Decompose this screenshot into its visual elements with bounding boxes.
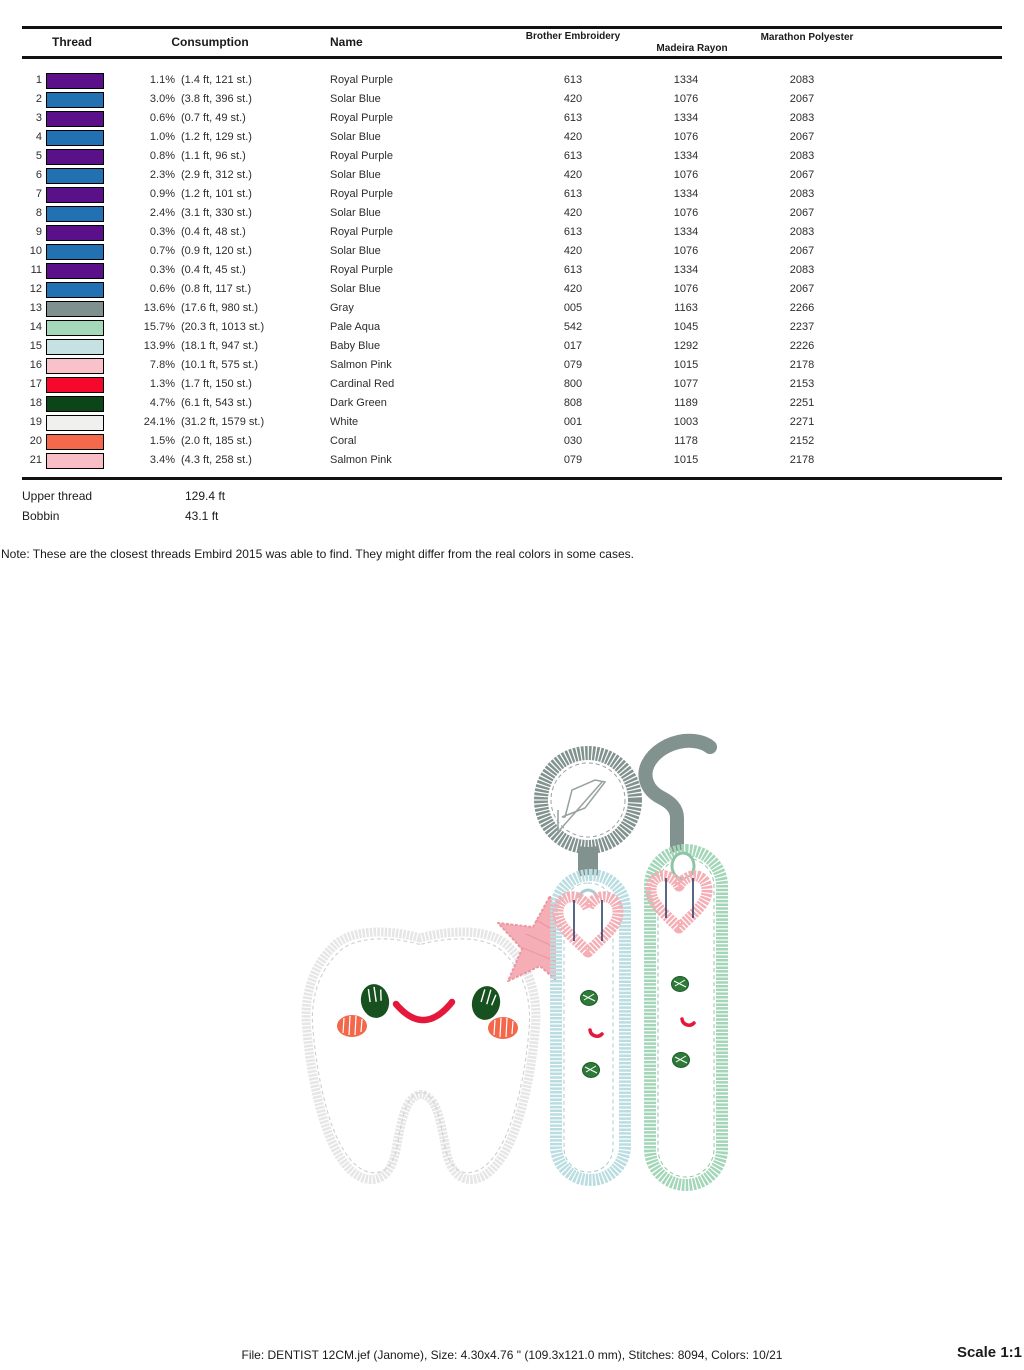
row-number: 3 (35, 112, 42, 124)
thread-name: Baby Blue (330, 340, 381, 352)
consumption-detail: (0.7 ft, 49 st.) (181, 112, 246, 124)
marathon-code: 2152 (789, 435, 815, 447)
thread-table-rows (0, 71, 1024, 470)
marathon-code: 2083 (789, 226, 815, 238)
marathon-code: 2251 (789, 397, 815, 409)
bobbin-label: Bobbin (22, 509, 60, 523)
table-row (0, 147, 1024, 166)
thread-name: Salmon Pink (330, 454, 392, 466)
brother-code: 079 (563, 359, 583, 371)
thread-name: Solar Blue (330, 93, 381, 105)
table-row (0, 451, 1024, 470)
madeira-code: 1292 (673, 340, 699, 352)
madeira-code: 1334 (673, 150, 699, 162)
consumption-detail: (0.9 ft, 120 st.) (181, 245, 252, 257)
table-row (0, 261, 1024, 280)
brother-code: 420 (563, 131, 583, 143)
right-cheek (488, 1017, 518, 1039)
madeira-code: 1189 (674, 397, 698, 409)
header-marathon: Marathon Polyester (760, 32, 854, 43)
consumption-detail: (1.7 ft, 150 st.) (181, 378, 252, 390)
consumption-percent: 7.8% (149, 359, 175, 371)
row-number: 1 (35, 74, 42, 86)
table-row (0, 109, 1024, 128)
madeira-code: 1334 (673, 112, 699, 124)
brother-code: 613 (563, 150, 583, 162)
madeira-code: 1076 (673, 283, 699, 295)
madeira-code: 1015 (673, 359, 699, 371)
consumption-percent: 3.0% (149, 93, 175, 105)
brother-code: 613 (563, 74, 583, 86)
header-consumption: Consumption (171, 35, 249, 49)
consumption-percent: 0.9% (149, 188, 175, 200)
thread-name: Solar Blue (330, 131, 381, 143)
marathon-code: 2067 (789, 207, 815, 219)
top-divider (22, 26, 1002, 29)
note-text: Note: These are the closest threads Embird 2015 was able to find. They might differ from the real colors in some cases. (1, 547, 634, 561)
consumption-percent: 0.7% (149, 245, 175, 257)
row-number: 20 (29, 435, 42, 447)
consumption-percent: 13.6% (143, 302, 175, 314)
consumption-percent: 2.3% (149, 169, 175, 181)
marathon-code: 2153 (789, 378, 815, 390)
consumption-percent: 1.5% (149, 435, 175, 447)
table-row (0, 394, 1024, 413)
header-brother: Brother Embroidery (525, 31, 621, 42)
row-number: 16 (29, 359, 42, 371)
marathon-code: 2083 (789, 150, 815, 162)
thread-name: Dark Green (330, 397, 387, 409)
consumption-percent: 0.6% (149, 283, 175, 295)
brother-code: 001 (563, 416, 583, 428)
table-row (0, 166, 1024, 185)
probe-hook (645, 741, 710, 853)
brother-code: 420 (563, 283, 583, 295)
madeira-code: 1334 (673, 226, 699, 238)
upper-thread-label: Upper thread (22, 489, 93, 503)
thread-name: Cardinal Red (330, 378, 395, 390)
brother-code: 613 (563, 264, 583, 276)
brother-code: 079 (563, 454, 583, 466)
thread-name: Solar Blue (330, 283, 381, 295)
marathon-code: 2067 (789, 169, 815, 181)
consumption-detail: (1.2 ft, 129 st.) (181, 131, 252, 143)
thread-name: Solar Blue (330, 245, 381, 257)
table-row (0, 185, 1024, 204)
header-madeira: Madeira Rayon (656, 43, 728, 54)
row-number: 18 (29, 397, 42, 409)
marathon-code: 2067 (789, 245, 815, 257)
embroidery-design-preview (290, 720, 730, 1200)
header-thread: Thread (51, 35, 92, 49)
thread-name: Royal Purple (330, 188, 393, 200)
row-number: 5 (35, 150, 42, 162)
marathon-code: 2226 (789, 340, 815, 352)
table-row (0, 242, 1024, 261)
brother-code: 030 (563, 435, 583, 447)
consumption-detail: (2.0 ft, 185 st.) (181, 435, 252, 447)
dental-mirror-tool (541, 753, 635, 1180)
madeira-code: 1076 (673, 131, 699, 143)
marathon-code: 2067 (789, 93, 815, 105)
madeira-code: 1003 (673, 416, 699, 428)
upper-thread-value: 129.4 ft (185, 489, 226, 503)
marathon-code: 2083 (789, 188, 815, 200)
brother-code: 005 (563, 302, 583, 314)
consumption-detail: (0.8 ft, 117 st.) (181, 283, 252, 295)
row-number: 7 (35, 188, 42, 200)
row-number: 15 (29, 340, 42, 352)
table-row (0, 223, 1024, 242)
consumption-percent: 0.6% (149, 112, 175, 124)
thread-name: Solar Blue (330, 169, 381, 181)
thread-name: Pale Aqua (330, 321, 381, 333)
table-row (0, 413, 1024, 432)
brother-code: 808 (563, 397, 583, 409)
consumption-percent: 2.4% (149, 207, 175, 219)
consumption-detail: (31.2 ft, 1579 st.) (181, 416, 265, 428)
consumption-percent: 3.4% (149, 454, 175, 466)
thread-name: Royal Purple (330, 150, 393, 162)
madeira-code: 1163 (674, 302, 698, 314)
table-row (0, 375, 1024, 394)
table-bottom-divider (22, 477, 1002, 480)
consumption-percent: 4.7% (149, 397, 175, 409)
thread-name: Royal Purple (330, 74, 393, 86)
brother-code: 800 (563, 378, 583, 390)
row-number: 9 (35, 226, 42, 238)
consumption-detail: (3.1 ft, 330 st.) (181, 207, 252, 219)
table-row (0, 432, 1024, 451)
table-row (0, 204, 1024, 223)
table-row (0, 337, 1024, 356)
thread-name: Coral (330, 435, 357, 447)
consumption-percent: 0.3% (149, 226, 175, 238)
brother-code: 420 (563, 245, 583, 257)
thread-name: Gray (330, 302, 354, 314)
row-number: 21 (29, 454, 42, 466)
madeira-code: 1334 (673, 264, 699, 276)
dental-probe-tool (645, 741, 722, 1185)
row-number: 10 (29, 245, 42, 257)
row-number: 12 (29, 283, 42, 295)
marathon-code: 2271 (789, 416, 815, 428)
consumption-detail: (10.1 ft, 575 st.) (181, 359, 259, 371)
table-row (0, 90, 1024, 109)
marathon-code: 2067 (789, 283, 815, 295)
brother-code: 613 (563, 226, 583, 238)
madeira-code: 1045 (673, 321, 699, 333)
brother-code: 542 (563, 321, 583, 333)
bobbin-value: 43.1 ft (185, 509, 219, 523)
tooth-shape (306, 932, 536, 1180)
madeira-code: 1334 (673, 188, 699, 200)
table-row (0, 318, 1024, 337)
consumption-detail: (0.4 ft, 45 st.) (181, 264, 246, 276)
consumption-percent: 15.7% (143, 321, 175, 333)
consumption-detail: (4.3 ft, 258 st.) (181, 454, 252, 466)
consumption-detail: (1.2 ft, 101 st.) (181, 188, 252, 200)
thread-name: Solar Blue (330, 207, 381, 219)
scale-label: Scale 1:1 (956, 1344, 1022, 1361)
consumption-detail: (6.1 ft, 543 st.) (181, 397, 252, 409)
row-number: 2 (35, 93, 42, 105)
marathon-code: 2237 (789, 321, 815, 333)
consumption-detail: (17.6 ft, 980 st.) (181, 302, 259, 314)
table-row (0, 356, 1024, 375)
thread-name: Royal Purple (330, 226, 393, 238)
table-row (0, 71, 1024, 90)
thread-name: Royal Purple (330, 112, 393, 124)
consumption-detail: (0.4 ft, 48 st.) (181, 226, 246, 238)
row-number: 17 (29, 378, 42, 390)
mirror-head (541, 753, 635, 847)
madeira-code: 1076 (673, 207, 699, 219)
consumption-detail: (1.1 ft, 96 st.) (181, 150, 246, 162)
consumption-detail: (20.3 ft, 1013 st.) (181, 321, 265, 333)
consumption-percent: 1.0% (149, 131, 175, 143)
row-number: 13 (29, 302, 42, 314)
madeira-code: 1076 (673, 245, 699, 257)
marathon-code: 2178 (789, 359, 815, 371)
marathon-code: 2178 (789, 454, 815, 466)
thread-name: Salmon Pink (330, 359, 392, 371)
row-number: 14 (29, 321, 42, 333)
file-info: File: DENTIST 12CM.jef (Janome), Size: 4.30x4.76 " (109.3x121.0 mm), Stitches: 8094, Colors: 10/21 (241, 1348, 783, 1362)
header-divider (22, 56, 1002, 59)
row-number: 6 (35, 169, 42, 181)
thread-name: White (330, 416, 359, 428)
brother-code: 420 (563, 207, 583, 219)
madeira-code: 1178 (674, 435, 698, 447)
consumption-percent: 24.1% (143, 416, 175, 428)
left-cheek (337, 1015, 367, 1037)
table-row (0, 280, 1024, 299)
row-number: 4 (35, 131, 42, 143)
madeira-code: 1015 (673, 454, 699, 466)
madeira-code: 1077 (673, 378, 699, 390)
header-name: Name (330, 35, 363, 49)
brother-code: 017 (563, 340, 583, 352)
consumption-detail: (18.1 ft, 947 st.) (181, 340, 259, 352)
consumption-detail: (2.9 ft, 312 st.) (181, 169, 252, 181)
consumption-percent: 0.3% (149, 264, 175, 276)
table-row (0, 299, 1024, 318)
consumption-percent: 1.1% (149, 74, 175, 86)
consumption-percent: 0.8% (149, 150, 175, 162)
consumption-percent: 1.3% (149, 378, 175, 390)
marathon-code: 2083 (789, 264, 815, 276)
brother-code: 420 (563, 93, 583, 105)
brother-code: 613 (563, 188, 583, 200)
madeira-code: 1076 (673, 93, 699, 105)
marathon-code: 2067 (789, 131, 815, 143)
consumption-detail: (3.8 ft, 396 st.) (181, 93, 252, 105)
consumption-detail: (1.4 ft, 121 st.) (181, 74, 252, 86)
row-number: 19 (29, 416, 42, 428)
madeira-code: 1334 (673, 74, 699, 86)
consumption-percent: 13.9% (143, 340, 175, 352)
brother-code: 420 (563, 169, 583, 181)
marathon-code: 2083 (789, 112, 815, 124)
row-number: 8 (35, 207, 42, 219)
marathon-code: 2266 (789, 302, 815, 314)
brother-code: 613 (563, 112, 583, 124)
table-row (0, 128, 1024, 147)
thread-name: Royal Purple (330, 264, 393, 276)
madeira-code: 1076 (673, 169, 699, 181)
row-number: 11 (30, 264, 42, 276)
marathon-code: 2083 (789, 74, 815, 86)
